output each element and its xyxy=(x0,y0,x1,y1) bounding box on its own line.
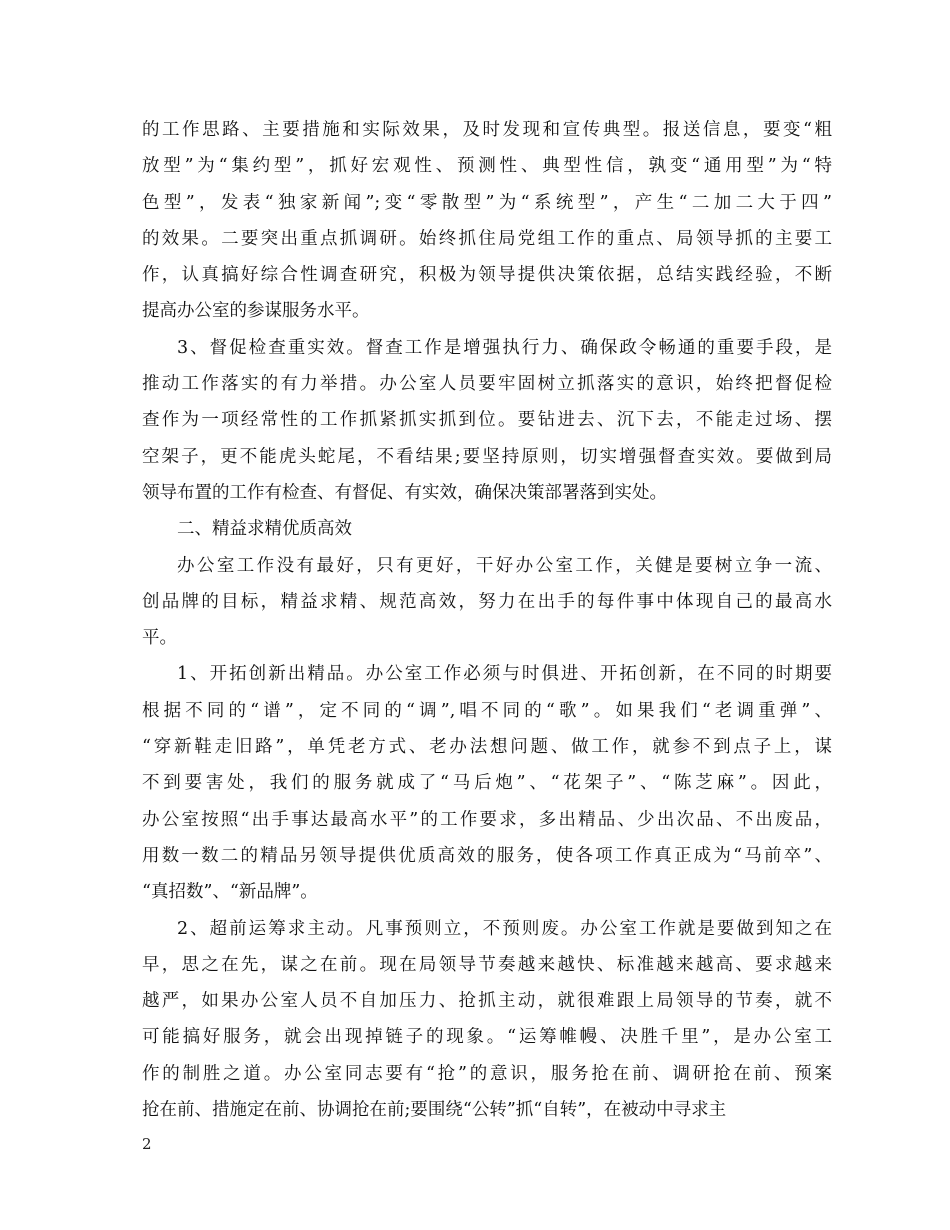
text-line: 3、督促检查重实效。督查工作是增强执行力、确保政令畅通的重要手段，是 xyxy=(177,337,832,358)
paragraph xyxy=(142,511,832,547)
text-line: 用数一数二的精品另领导提供优质高效的服务，使各项工作真正成为“马前卒”、 xyxy=(142,845,832,866)
text-line: 2、超前运筹求主动。凡事预则立，不预则废。办公室工作就是要做到知之在 xyxy=(177,918,832,939)
text-line: 色型”，发表“独家新闻”;变“零散型”为“系统型”，产生“二加二大于四” xyxy=(142,192,832,213)
text-line: 提高办公室的参谋服务水平。 xyxy=(142,301,370,322)
text-line: 查作为一项经常性的工作抓紧抓实抓到位。要钻进去、沉下去，不能走过场、摆 xyxy=(142,410,832,431)
text-line: 的工作思路、主要措施和实际效果，及时发现和宣传典型。报送信息，要变“粗 xyxy=(142,120,832,140)
text-line: 放型”为“集约型”，抓好宏观性、预测性、典型性信，孰变“通用型”为“特 xyxy=(142,156,832,177)
text-line: 抢在前、措施定在前、协调抢在前;要围绕“公转”抓“自转”，在被动中寻求主 xyxy=(142,1100,727,1121)
text-line: 早，思之在先，谋之在前。现在局领导节奏越来越快、标准越来越高、要求越来 xyxy=(142,954,832,975)
paragraph xyxy=(142,112,832,330)
text-line: 越严，如果办公室人员不自加压力、抢抓主动，就很难跟上局领导的节奏，就不 xyxy=(142,991,832,1012)
text-line: 不到要害处，我们的服务就成了“马后炮”、“花架子”、“陈芝麻”。因此， xyxy=(142,773,832,794)
text-line: 创品牌的目标，精益求精、规范高效，努力在出手的每件事中体现自己的最高水 xyxy=(142,591,832,612)
text-line: 推动工作落实的有力举措。办公室人员要牢固树立抓落实的意识，始终把督促检 xyxy=(142,374,832,395)
text-line: 领导布置的工作有检查、有督促、有实效，确保决策部署落到实处。 xyxy=(142,482,667,503)
paragraph xyxy=(142,330,832,511)
text-line: “真招数”、“新品牌”。 xyxy=(142,882,318,903)
text-line: 1、开拓创新出精品。办公室工作必须与时俱进、开拓创新，在不同的时期要 xyxy=(177,664,832,685)
page-number: 2 xyxy=(142,1135,152,1153)
text-line: 办公室工作没有最好，只有更好，干好办公室工作，关健是要树立争一流、 xyxy=(177,555,832,576)
text-line: 的效果。二要突出重点抓调研。始终抓住局党组工作的重点、局领导抓的主要工 xyxy=(142,228,832,249)
paragraph xyxy=(142,911,832,1129)
paragraph xyxy=(142,656,832,910)
paragraph xyxy=(142,548,832,657)
text-line: 可能搞好服务，就会出现掉链子的现象。“运筹帷幔、决胜千里”，是办公室工 xyxy=(142,1027,832,1048)
text-line: 作的制胜之道。办公室同志要有“抢”的意识，服务抢在前、调研抢在前、预案 xyxy=(142,1063,832,1084)
text-line: 根据不同的“谱”，定不同的“调”,唱不同的“歌”。如果我们“老调重弹”、 xyxy=(142,700,832,721)
text-line: 二、精益求精优质高效 xyxy=(177,519,352,540)
text-line: 平。 xyxy=(142,628,177,649)
text-line: “穿新鞋走旧路”，单凭老方式、老办法想问题、做工作，就参不到点子上，谋 xyxy=(142,737,832,758)
document-body xyxy=(142,112,832,1128)
text-line: 作，认真搞好综合性调查研究，积极为领导提供决策依据，总结实践经验，不断 xyxy=(142,265,832,286)
text-line: 办公室按照“出手事达最高水平”的工作要求，多出精品、少出次品、不出废品， xyxy=(142,809,832,830)
text-line: 空架子，更不能虎头蛇尾，不看结果;要坚持原则，切实增强督查实效。要做到局 xyxy=(142,446,832,467)
